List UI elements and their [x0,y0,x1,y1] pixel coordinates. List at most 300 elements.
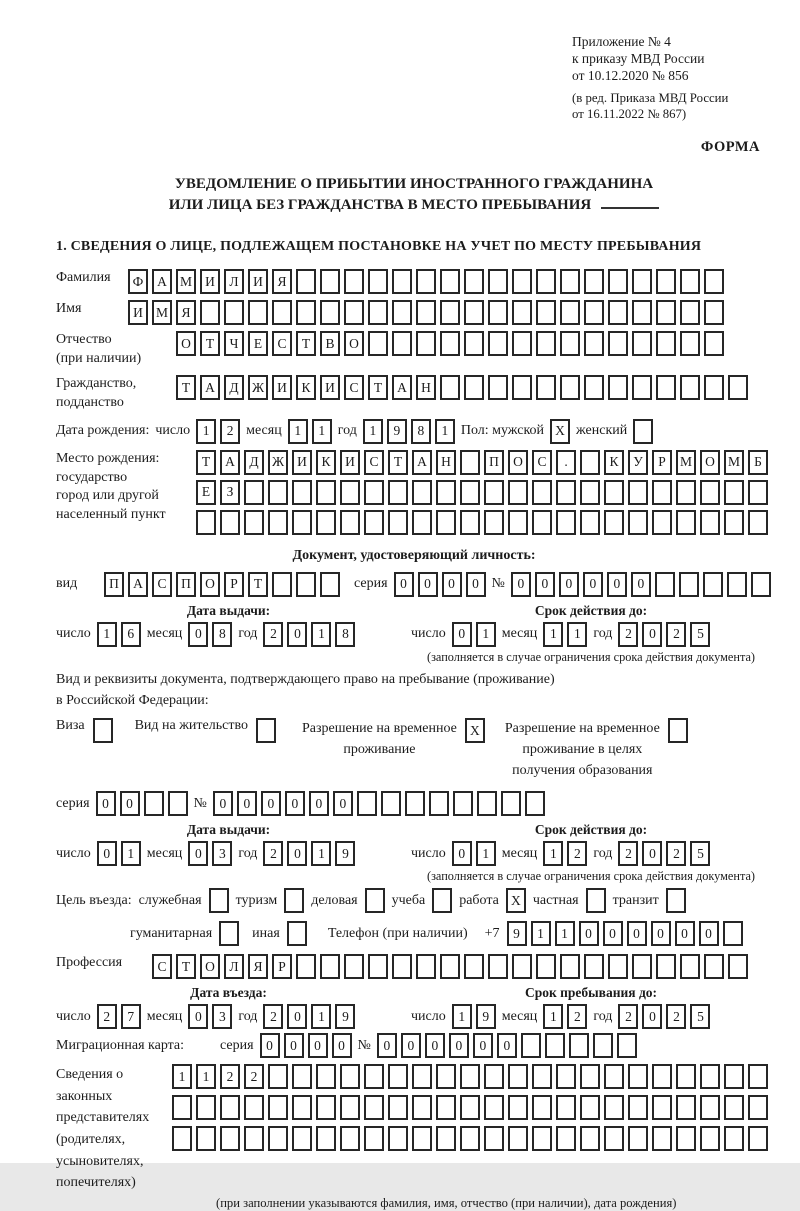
char-cell[interactable] [488,375,508,400]
char-cell[interactable] [440,375,460,400]
char-cell[interactable] [268,480,288,505]
char-cell[interactable] [272,572,292,597]
char-cell[interactable]: 1 [435,419,455,444]
char-cell[interactable] [536,300,556,325]
char-cell[interactable] [608,269,628,294]
char-cell[interactable] [652,510,672,535]
char-cell[interactable] [680,375,700,400]
char-cell[interactable] [728,375,748,400]
char-cell[interactable]: 2 [618,622,638,647]
char-cell[interactable] [532,480,552,505]
char-cell[interactable] [287,921,307,946]
char-cell[interactable] [748,510,768,535]
char-cell[interactable] [580,450,600,475]
char-cell[interactable] [440,331,460,356]
char-cell[interactable] [668,718,688,743]
char-cell[interactable]: 1 [172,1064,192,1089]
char-cell[interactable] [666,888,686,913]
char-cell[interactable] [460,1064,480,1089]
char-cell[interactable] [172,1095,192,1120]
char-cell[interactable]: Д [244,450,264,475]
char-cell[interactable]: 0 [473,1033,493,1058]
char-cell[interactable] [477,791,497,816]
char-cell[interactable] [484,510,504,535]
char-cell[interactable] [268,1095,288,1120]
char-cell[interactable] [532,1095,552,1120]
char-cell[interactable] [508,1126,528,1151]
char-cell[interactable] [532,510,552,535]
char-cell[interactable]: Т [176,954,196,979]
char-cell[interactable] [488,300,508,325]
char-cell[interactable]: 7 [121,1004,141,1029]
char-cell[interactable]: 1 [196,1064,216,1089]
char-cell[interactable] [652,1064,672,1089]
char-cell[interactable]: 0 [260,1033,280,1058]
char-cell[interactable] [632,375,652,400]
char-cell[interactable] [368,954,388,979]
char-cell[interactable] [464,954,484,979]
char-cell[interactable]: 9 [335,1004,355,1029]
char-cell[interactable] [296,954,316,979]
char-cell[interactable] [545,1033,565,1058]
char-cell[interactable] [525,791,545,816]
char-cell[interactable] [320,269,340,294]
char-cell[interactable] [484,1064,504,1089]
char-cell[interactable] [508,1095,528,1120]
char-cell[interactable]: О [200,572,220,597]
char-cell[interactable]: Л [224,269,244,294]
char-cell[interactable]: И [340,450,360,475]
char-cell[interactable] [656,300,676,325]
char-cell[interactable] [416,300,436,325]
char-cell[interactable] [316,480,336,505]
char-cell[interactable]: 0 [607,572,627,597]
char-cell[interactable] [724,1095,744,1120]
char-cell[interactable] [532,1064,552,1089]
char-cell[interactable]: 0 [394,572,414,597]
char-cell[interactable] [244,480,264,505]
char-cell[interactable] [272,300,292,325]
char-cell[interactable]: Т [200,331,220,356]
char-cell[interactable] [172,1126,192,1151]
char-cell[interactable] [453,791,473,816]
char-cell[interactable] [340,480,360,505]
char-cell[interactable] [381,791,401,816]
char-cell[interactable]: 9 [335,841,355,866]
char-cell[interactable]: 0 [466,572,486,597]
char-cell[interactable] [244,1095,264,1120]
char-cell[interactable] [292,1126,312,1151]
char-cell[interactable] [676,510,696,535]
char-cell[interactable] [704,331,724,356]
char-cell[interactable]: Т [176,375,196,400]
char-cell[interactable] [392,300,412,325]
char-cell[interactable]: Я [176,300,196,325]
char-cell[interactable] [388,480,408,505]
char-cell[interactable]: О [344,331,364,356]
char-cell[interactable]: О [176,331,196,356]
char-cell[interactable] [536,954,556,979]
char-cell[interactable]: И [320,375,340,400]
char-cell[interactable]: И [248,269,268,294]
char-cell[interactable] [436,510,456,535]
char-cell[interactable] [751,572,771,597]
char-cell[interactable] [512,331,532,356]
char-cell[interactable] [632,269,652,294]
char-cell[interactable] [704,375,724,400]
char-cell[interactable] [584,375,604,400]
char-cell[interactable] [593,1033,613,1058]
char-cell[interactable]: 0 [699,921,719,946]
char-cell[interactable] [556,1126,576,1151]
char-cell[interactable]: 9 [387,419,407,444]
char-cell[interactable] [388,1126,408,1151]
char-cell[interactable] [628,1126,648,1151]
char-cell[interactable] [248,300,268,325]
char-cell[interactable] [604,510,624,535]
char-cell[interactable] [556,1095,576,1120]
char-cell[interactable]: 8 [335,622,355,647]
char-cell[interactable] [460,1126,480,1151]
char-cell[interactable] [364,1064,384,1089]
char-cell[interactable]: И [272,375,292,400]
char-cell[interactable] [340,510,360,535]
char-cell[interactable] [628,480,648,505]
char-cell[interactable] [405,791,425,816]
char-cell[interactable]: 0 [188,1004,208,1029]
char-cell[interactable] [676,1095,696,1120]
char-cell[interactable] [604,480,624,505]
char-cell[interactable] [580,480,600,505]
char-cell[interactable] [633,419,653,444]
char-cell[interactable] [748,1064,768,1089]
char-cell[interactable] [700,1126,720,1151]
char-cell[interactable] [584,954,604,979]
char-cell[interactable]: 1 [452,1004,472,1029]
char-cell[interactable]: А [392,375,412,400]
char-cell[interactable] [521,1033,541,1058]
char-cell[interactable]: 0 [535,572,555,597]
char-cell[interactable] [416,269,436,294]
char-cell[interactable]: И [292,450,312,475]
char-cell[interactable] [704,300,724,325]
char-cell[interactable]: X [506,888,526,913]
char-cell[interactable] [488,331,508,356]
char-cell[interactable]: В [320,331,340,356]
char-cell[interactable]: П [176,572,196,597]
char-cell[interactable] [724,1064,744,1089]
char-cell[interactable]: Я [272,269,292,294]
char-cell[interactable]: 0 [425,1033,445,1058]
char-cell[interactable]: 0 [452,622,472,647]
char-cell[interactable] [244,1126,264,1151]
char-cell[interactable] [536,375,556,400]
char-cell[interactable] [344,300,364,325]
char-cell[interactable]: 2 [567,1004,587,1029]
char-cell[interactable] [652,1126,672,1151]
char-cell[interactable]: 1 [312,419,332,444]
char-cell[interactable]: 2 [666,1004,686,1029]
char-cell[interactable]: М [176,269,196,294]
char-cell[interactable]: Ж [248,375,268,400]
char-cell[interactable] [748,480,768,505]
char-cell[interactable]: 0 [213,791,233,816]
char-cell[interactable] [268,510,288,535]
char-cell[interactable] [460,510,480,535]
char-cell[interactable]: 0 [188,622,208,647]
char-cell[interactable]: 2 [220,1064,240,1089]
char-cell[interactable]: 0 [284,1033,304,1058]
char-cell[interactable]: 2 [263,622,283,647]
char-cell[interactable] [556,510,576,535]
char-cell[interactable] [392,269,412,294]
char-cell[interactable]: 0 [308,1033,328,1058]
char-cell[interactable] [460,450,480,475]
char-cell[interactable] [560,375,580,400]
char-cell[interactable] [604,1095,624,1120]
char-cell[interactable]: А [128,572,148,597]
char-cell[interactable]: 0 [642,1004,662,1029]
char-cell[interactable]: О [200,954,220,979]
char-cell[interactable]: 0 [188,841,208,866]
char-cell[interactable] [560,331,580,356]
char-cell[interactable] [220,1095,240,1120]
char-cell[interactable]: 0 [449,1033,469,1058]
char-cell[interactable] [364,480,384,505]
char-cell[interactable] [416,331,436,356]
char-cell[interactable]: С [364,450,384,475]
char-cell[interactable] [512,300,532,325]
char-cell[interactable]: 1 [311,622,331,647]
char-cell[interactable] [700,480,720,505]
char-cell[interactable]: 1 [543,841,563,866]
char-cell[interactable] [748,1126,768,1151]
char-cell[interactable] [560,300,580,325]
char-cell[interactable] [209,888,229,913]
char-cell[interactable] [608,331,628,356]
char-cell[interactable] [392,954,412,979]
char-cell[interactable] [604,1064,624,1089]
char-cell[interactable] [484,1095,504,1120]
char-cell[interactable] [256,718,276,743]
char-cell[interactable]: 0 [287,841,307,866]
char-cell[interactable]: 1 [543,622,563,647]
char-cell[interactable] [320,300,340,325]
char-cell[interactable] [316,1126,336,1151]
char-cell[interactable]: Р [224,572,244,597]
char-cell[interactable] [724,1126,744,1151]
char-cell[interactable] [676,1126,696,1151]
char-cell[interactable] [628,510,648,535]
char-cell[interactable]: К [604,450,624,475]
char-cell[interactable] [680,269,700,294]
char-cell[interactable] [488,269,508,294]
char-cell[interactable]: 0 [511,572,531,597]
char-cell[interactable] [532,1126,552,1151]
char-cell[interactable] [724,480,744,505]
char-cell[interactable]: К [316,450,336,475]
char-cell[interactable]: 2 [666,622,686,647]
char-cell[interactable]: 0 [97,841,117,866]
char-cell[interactable] [412,510,432,535]
char-cell[interactable] [168,791,188,816]
char-cell[interactable] [368,269,388,294]
char-cell[interactable] [560,954,580,979]
char-cell[interactable] [608,954,628,979]
char-cell[interactable] [440,300,460,325]
char-cell[interactable]: Т [196,450,216,475]
char-cell[interactable]: 0 [579,921,599,946]
char-cell[interactable] [556,480,576,505]
char-cell[interactable]: 0 [287,622,307,647]
char-cell[interactable] [676,480,696,505]
char-cell[interactable]: 2 [666,841,686,866]
char-cell[interactable] [292,510,312,535]
char-cell[interactable]: Т [388,450,408,475]
char-cell[interactable] [432,888,452,913]
char-cell[interactable] [219,921,239,946]
char-cell[interactable]: 2 [244,1064,264,1089]
char-cell[interactable]: 0 [333,791,353,816]
char-cell[interactable] [440,269,460,294]
char-cell[interactable] [464,375,484,400]
char-cell[interactable]: Б [748,450,768,475]
char-cell[interactable] [412,1095,432,1120]
char-cell[interactable] [680,331,700,356]
char-cell[interactable]: 0 [651,921,671,946]
char-cell[interactable] [488,954,508,979]
char-cell[interactable] [727,572,747,597]
char-cell[interactable] [292,1095,312,1120]
char-cell[interactable] [412,1064,432,1089]
char-cell[interactable]: Т [296,331,316,356]
char-cell[interactable] [680,954,700,979]
char-cell[interactable] [316,1064,336,1089]
char-cell[interactable] [608,300,628,325]
char-cell[interactable]: 0 [559,572,579,597]
char-cell[interactable]: К [296,375,316,400]
char-cell[interactable] [484,480,504,505]
char-cell[interactable]: 5 [690,622,710,647]
char-cell[interactable]: 1 [476,622,496,647]
char-cell[interactable]: Н [416,375,436,400]
char-cell[interactable]: 2 [263,1004,283,1029]
char-cell[interactable] [357,791,377,816]
char-cell[interactable] [556,1064,576,1089]
char-cell[interactable] [508,1064,528,1089]
char-cell[interactable]: 2 [618,841,638,866]
char-cell[interactable]: 0 [237,791,257,816]
char-cell[interactable]: 1 [97,622,117,647]
char-cell[interactable] [340,1064,360,1089]
char-cell[interactable] [628,1064,648,1089]
char-cell[interactable] [200,300,220,325]
char-cell[interactable]: 1 [531,921,551,946]
char-cell[interactable] [364,1126,384,1151]
char-cell[interactable]: И [200,269,220,294]
char-cell[interactable]: . [556,450,576,475]
char-cell[interactable] [388,510,408,535]
char-cell[interactable]: С [152,572,172,597]
char-cell[interactable] [440,954,460,979]
char-cell[interactable]: 1 [121,841,141,866]
char-cell[interactable]: 0 [96,791,116,816]
char-cell[interactable]: 1 [288,419,308,444]
char-cell[interactable] [464,331,484,356]
char-cell[interactable] [392,331,412,356]
char-cell[interactable] [608,375,628,400]
char-cell[interactable] [656,375,676,400]
char-cell[interactable] [704,269,724,294]
char-cell[interactable]: С [152,954,172,979]
char-cell[interactable] [569,1033,589,1058]
char-cell[interactable] [220,1126,240,1151]
char-cell[interactable] [196,1095,216,1120]
char-cell[interactable] [296,269,316,294]
char-cell[interactable]: 8 [411,419,431,444]
char-cell[interactable] [632,300,652,325]
char-cell[interactable]: 0 [627,921,647,946]
char-cell[interactable]: А [152,269,172,294]
char-cell[interactable]: 0 [287,1004,307,1029]
char-cell[interactable] [464,300,484,325]
char-cell[interactable] [586,888,606,913]
char-cell[interactable] [700,1095,720,1120]
char-cell[interactable] [436,1126,456,1151]
char-cell[interactable]: Т [248,572,268,597]
char-cell[interactable] [268,1064,288,1089]
char-cell[interactable] [501,791,521,816]
char-cell[interactable] [436,1064,456,1089]
char-cell[interactable] [412,1126,432,1151]
char-cell[interactable]: 2 [567,841,587,866]
char-cell[interactable]: А [412,450,432,475]
char-cell[interactable] [460,1095,480,1120]
char-cell[interactable]: С [344,375,364,400]
char-cell[interactable]: П [104,572,124,597]
char-cell[interactable]: 0 [631,572,651,597]
char-cell[interactable]: 0 [442,572,462,597]
char-cell[interactable] [144,791,164,816]
char-cell[interactable] [652,1095,672,1120]
char-cell[interactable]: А [200,375,220,400]
char-cell[interactable]: 5 [690,1004,710,1029]
char-cell[interactable] [340,1126,360,1151]
char-cell[interactable]: Я [248,954,268,979]
char-cell[interactable] [340,1095,360,1120]
char-cell[interactable]: 0 [675,921,695,946]
char-cell[interactable]: 0 [261,791,281,816]
char-cell[interactable] [365,888,385,913]
char-cell[interactable] [652,480,672,505]
char-cell[interactable] [388,1064,408,1089]
char-cell[interactable]: X [550,419,570,444]
char-cell[interactable]: М [676,450,696,475]
char-cell[interactable] [632,331,652,356]
char-cell[interactable] [284,888,304,913]
char-cell[interactable] [584,300,604,325]
char-cell[interactable]: Е [248,331,268,356]
char-cell[interactable]: 1 [555,921,575,946]
char-cell[interactable] [680,300,700,325]
char-cell[interactable] [617,1033,637,1058]
char-cell[interactable]: Р [652,450,672,475]
char-cell[interactable]: 0 [120,791,140,816]
char-cell[interactable]: С [272,331,292,356]
char-cell[interactable] [292,1064,312,1089]
char-cell[interactable] [244,510,264,535]
char-cell[interactable] [632,954,652,979]
